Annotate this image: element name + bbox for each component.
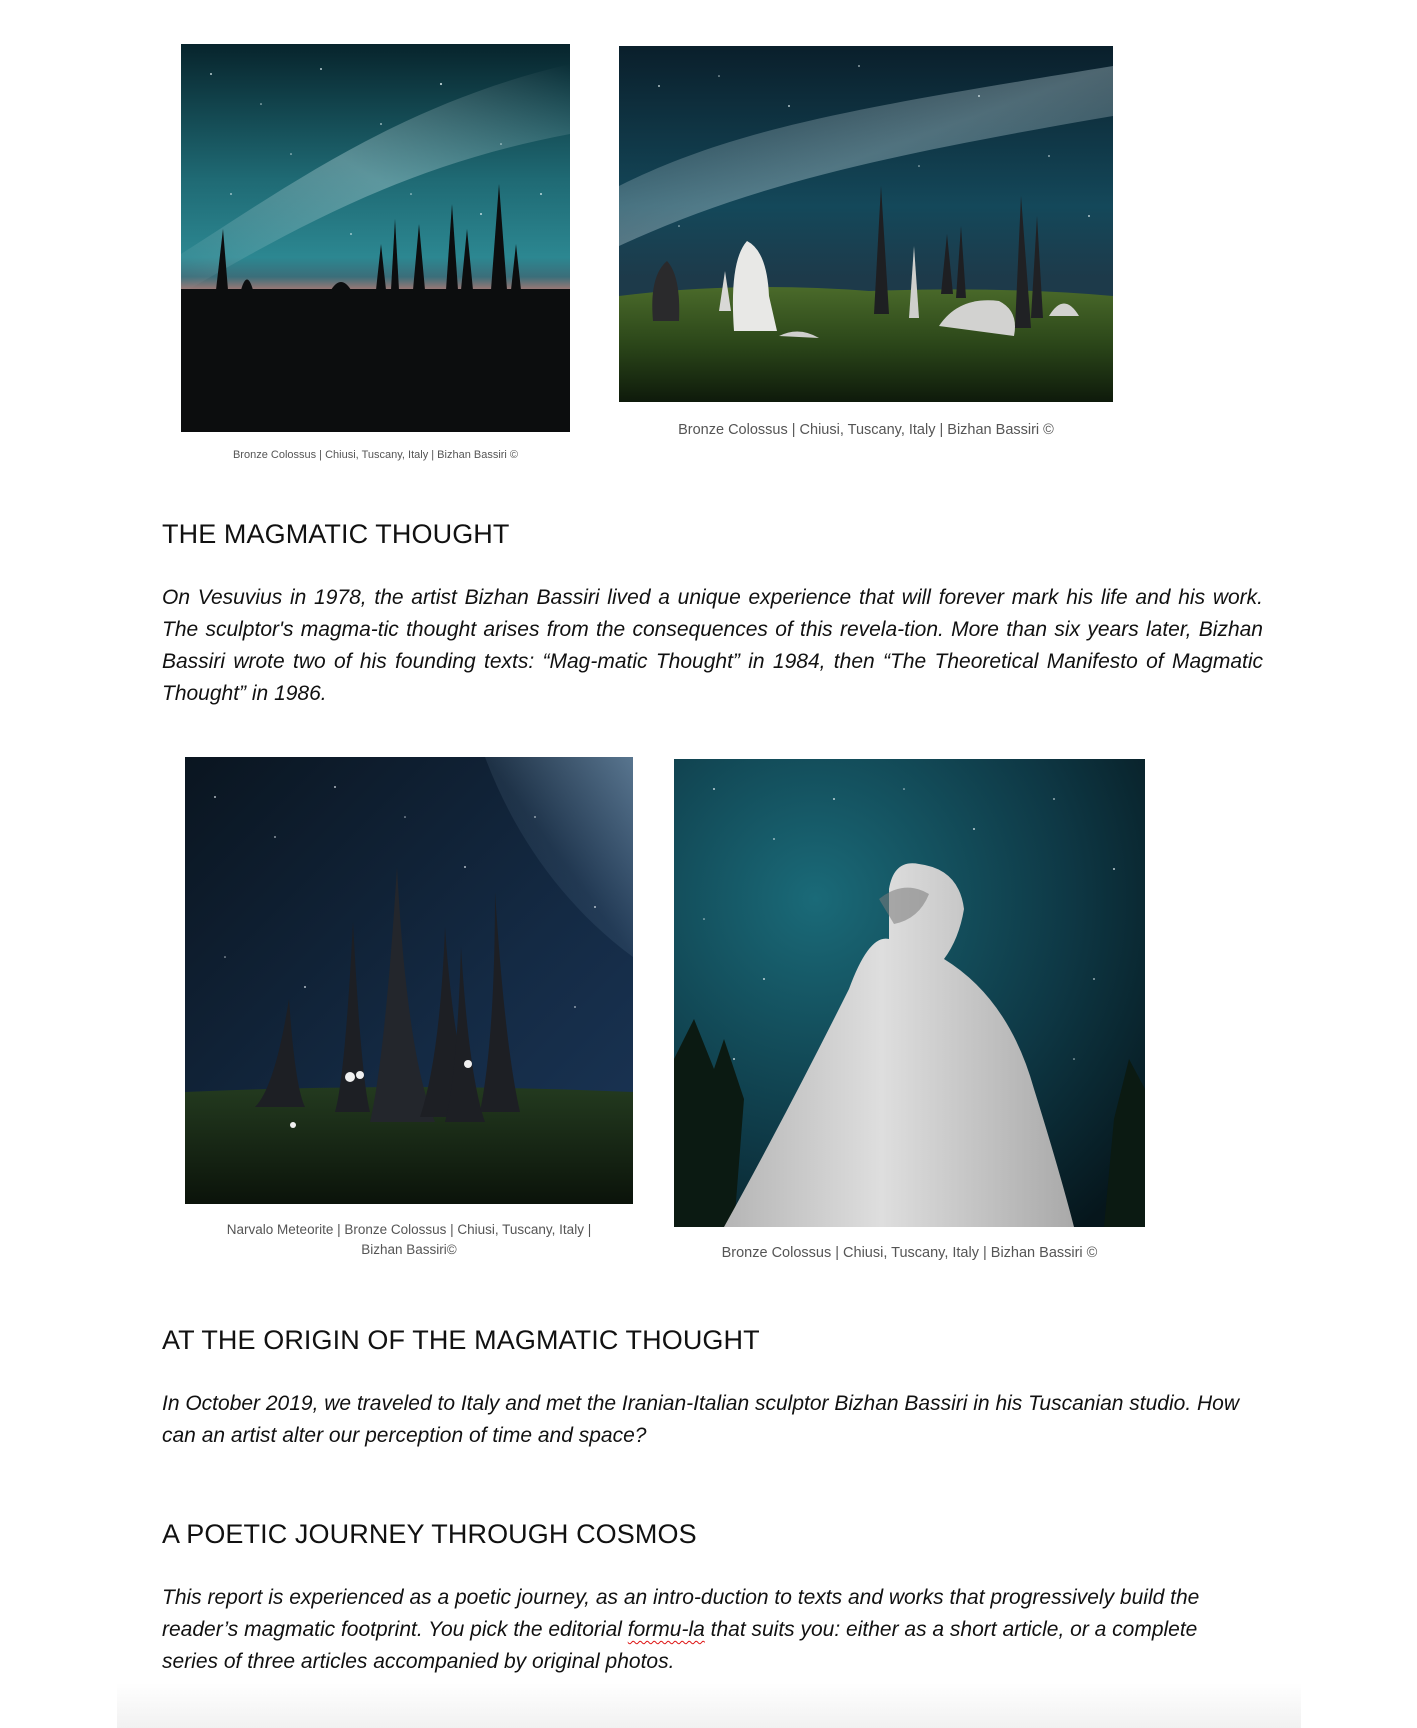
section-heading: A POETIC JOURNEY THROUGH COSMOS <box>162 1519 697 1549</box>
paragraph-text: This report is experienced as a poetic journey, as an intro-duction to texts and works that progressively build the reader’s magmatic footprint. You pick the editorial <box>162 1586 1200 1641</box>
photo-caption-line: Narvalo Meteorite | Bronze Colossus | Chiusi, Tuscany, Italy | <box>226 1222 592 1237</box>
photo-narvalo-meteorite <box>185 757 633 1204</box>
misspelled-word[interactable]: formu-la <box>627 1618 705 1641</box>
photo-bronze-colossus-horizon <box>181 44 570 432</box>
section-paragraph: On Vesuvius in 1978, the artist Bizhan Bassiri lived a unique experience that will forever mark his life and his work. The sculptor's magma-tic thought arises from the consequences of this revela-tion. More than six years later, Bizhan Bassiri wrote two of his founding texts: “Mag-matic Thought” in 1984, then “The Theoretical Manifesto of Magmatic Thought” in 1986. <box>162 586 1263 705</box>
section-paragraph: In October 2019, we traveled to Italy and met the Iranian-Italian sculptor Bizhan Bassiri in his Tuscanian studio. How can an artist alter our perception of time and space? <box>162 1392 1239 1447</box>
bottom-fade <box>117 1683 1301 1728</box>
photo-caption: Bronze Colossus | Chiusi, Tuscany, Italy | Bizhan Bassiri © <box>721 1245 1098 1261</box>
photo-caption: Bronze Colossus | Chiusi, Tuscany, Italy | Bizhan Bassiri © <box>232 449 519 461</box>
photo-caption: Bronze Colossus | Chiusi, Tuscany, Italy | Bizhan Bassiri © <box>678 422 1054 438</box>
paragraph-text: that suits you: either as a short article, or a complete series of three articles accompanied by original photos. <box>162 1618 1198 1673</box>
photo-bronze-colossus-milky-way <box>619 46 1113 402</box>
photo-caption-line: Bizhan Bassiri© <box>361 1242 457 1257</box>
photo-bronze-colossus-white-figure <box>674 759 1145 1227</box>
section-heading: AT THE ORIGIN OF THE MAGMATIC THOUGHT <box>162 1325 760 1355</box>
section-heading: THE MAGMATIC THOUGHT <box>162 519 510 549</box>
section-paragraph <box>162 1582 1242 1678</box>
photo-caption <box>185 1220 633 1260</box>
